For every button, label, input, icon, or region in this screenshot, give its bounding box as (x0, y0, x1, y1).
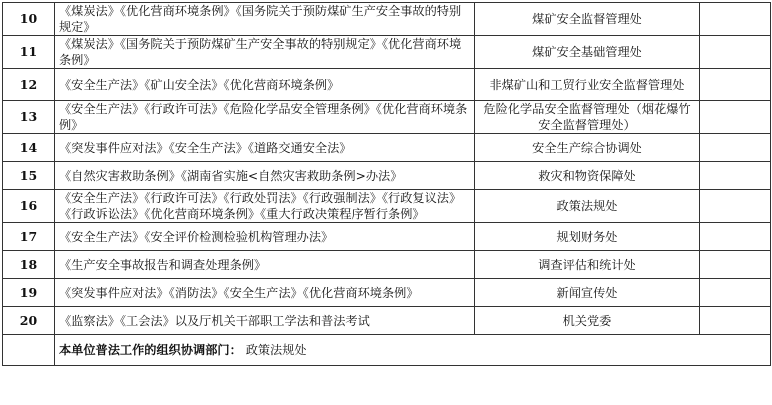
department: 煤矿安全监督管理处 (475, 3, 700, 36)
remark-cell (700, 223, 771, 251)
table-row (3, 162, 771, 190)
remark-cell (700, 69, 771, 101)
law-list: 《自然灾害救助条例》《湖南省实施<自然灾害救助条例>办法》 (55, 162, 475, 190)
remark-cell (700, 279, 771, 307)
row-number: 13 (3, 101, 55, 134)
law-list: 《安全生产法》《矿山安全法》《优化营商环境条例》 (55, 69, 475, 101)
table-row (3, 307, 771, 335)
remark-cell (700, 36, 771, 69)
coordination-dept-label: 本单位普法工作的组织协调部门： (59, 343, 242, 357)
department: 机关党委 (475, 307, 700, 335)
remark-cell (700, 307, 771, 335)
table-row (3, 190, 771, 223)
department: 安全生产综合协调处 (475, 134, 700, 162)
row-number: 10 (3, 3, 55, 36)
table-footer-row (3, 335, 771, 366)
remark-cell (700, 251, 771, 279)
table-row (3, 251, 771, 279)
law-list: 《监察法》《工会法》以及厅机关干部职工学法和普法考试 (55, 307, 475, 335)
remark-cell (700, 101, 771, 134)
table-row (3, 36, 771, 69)
table-row (3, 3, 771, 36)
remark-cell (700, 134, 771, 162)
law-list: 《煤炭法》《国务院关于预防煤矿生产安全事故的特别规定》《优化营商环境条例》 (55, 36, 475, 69)
row-number: 15 (3, 162, 55, 190)
row-number: 20 (3, 307, 55, 335)
table-row (3, 69, 771, 101)
coordination-dept-value: 政策法规处 (245, 343, 307, 357)
department: 危险化学品安全监督管理处（烟花爆竹安全监督管理处） (475, 101, 700, 134)
department: 政策法规处 (475, 190, 700, 223)
law-list: 《突发事件应对法》《安全生产法》《道路交通安全法》 (55, 134, 475, 162)
table-row (3, 134, 771, 162)
law-list: 《煤炭法》《优化营商环境条例》《国务院关于预防煤矿生产安全事故的特别规定》 (55, 3, 475, 36)
law-list: 《安全生产法》《安全评价检测检验机构管理办法》 (55, 223, 475, 251)
remark-cell (700, 3, 771, 36)
row-number: 11 (3, 36, 55, 69)
department: 规划财务处 (475, 223, 700, 251)
remark-cell (700, 162, 771, 190)
law-list: 《安全生产法》《行政许可法》《危险化学品安全管理条例》《优化营商环境条例》 (55, 101, 475, 134)
table-row (3, 223, 771, 251)
law-dissemination-table (2, 2, 771, 366)
footer-blank-cell (3, 335, 55, 366)
law-list: 《生产安全事故报告和调查处理条例》 (55, 251, 475, 279)
table-row (3, 101, 771, 134)
department: 调查评估和统计处 (475, 251, 700, 279)
row-number: 16 (3, 190, 55, 223)
remark-cell (700, 190, 771, 223)
department: 煤矿安全基础管理处 (475, 36, 700, 69)
department: 非煤矿山和工贸行业安全监督管理处 (475, 69, 700, 101)
department: 救灾和物资保障处 (475, 162, 700, 190)
footer-cell (55, 335, 771, 366)
row-number: 18 (3, 251, 55, 279)
law-list: 《突发事件应对法》《消防法》《安全生产法》《优化营商环境条例》 (55, 279, 475, 307)
law-list: 《安全生产法》《行政许可法》《行政处罚法》《行政强制法》《行政复议法》《行政诉讼法》《优化营商环境条例》《重大行政决策程序暂行条例》 (55, 190, 475, 223)
row-number: 14 (3, 134, 55, 162)
row-number: 19 (3, 279, 55, 307)
row-number: 12 (3, 69, 55, 101)
row-number: 17 (3, 223, 55, 251)
department: 新闻宣传处 (475, 279, 700, 307)
table-row (3, 279, 771, 307)
